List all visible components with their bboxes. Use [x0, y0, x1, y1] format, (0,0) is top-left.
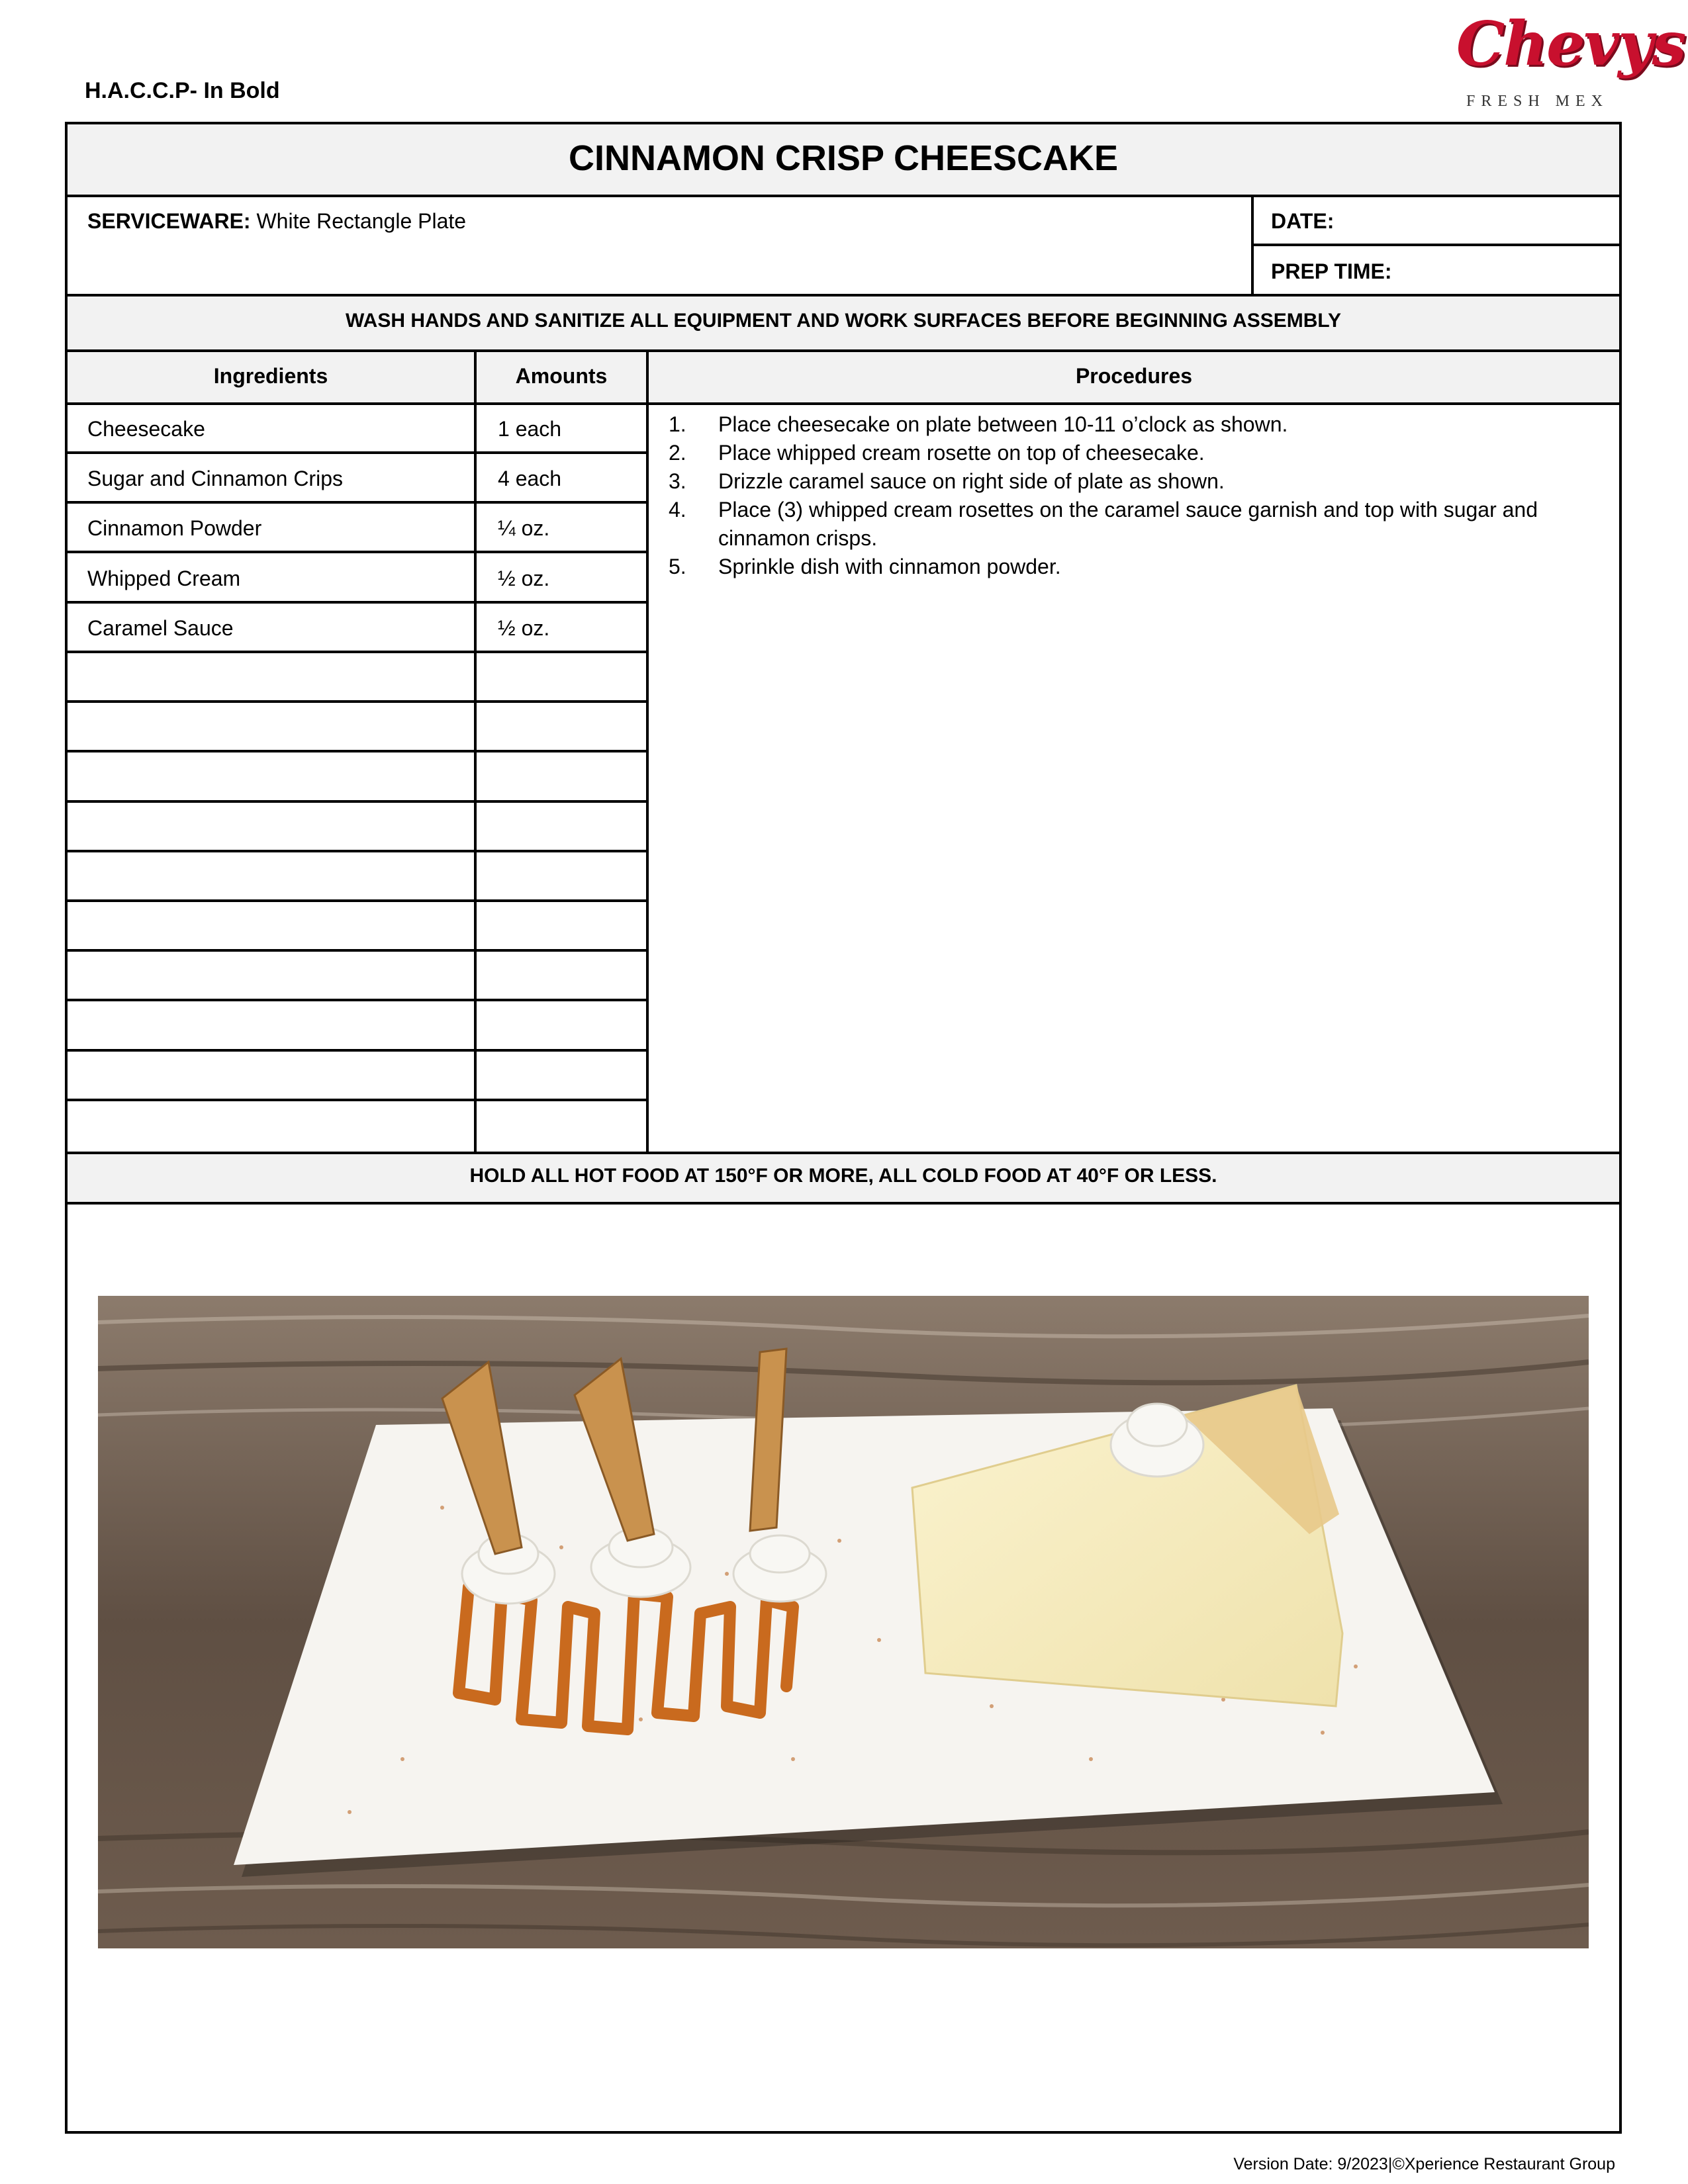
ingredient-amount: ¼ oz. — [498, 516, 550, 540]
rule-hold-top — [65, 1152, 1622, 1154]
rule-hold-bottom — [65, 1202, 1622, 1205]
ingredient-name: Whipped Cream — [87, 567, 241, 590]
procedure-list — [662, 410, 1602, 581]
ingredient-amount: 1 each — [498, 417, 562, 441]
ingredient-amount: ½ oz. — [498, 616, 550, 640]
haccp-note: H.A.C.C.P- In Bold — [85, 78, 280, 103]
ingredient-name: Sugar and Cinnamon Crips — [87, 467, 343, 490]
wash-hands-banner: WASH HANDS AND SANITIZE ALL EQUIPMENT AND WORK SURFACES BEFORE BEGINNING ASSEMBLY — [346, 310, 1341, 332]
step-text: Drizzle caramel sauce on right side of plate as shown. — [718, 469, 1225, 493]
ingredient-amount: 4 each — [498, 467, 562, 490]
step-number: 1. — [669, 412, 686, 436]
serviceware-field — [87, 209, 466, 234]
step-text: Sprinkle dish with cinnamon powder. — [718, 555, 1061, 578]
rule-date-divider — [1251, 195, 1254, 295]
ingredient-name: Cheesecake — [87, 417, 205, 441]
step-number: 4. — [669, 498, 686, 522]
rule-wash — [65, 349, 1622, 352]
procedure-step — [662, 467, 1602, 496]
plated-dish-photo — [98, 1296, 1589, 1948]
logo-tagline: FRESH MEX — [1466, 93, 1609, 110]
ingredient-name: Cinnamon Powder — [87, 516, 262, 540]
recipe-title: CINNAMON CRISP CHEESCAKE — [568, 138, 1119, 178]
procedure-step — [662, 496, 1602, 553]
procedure-step — [662, 410, 1602, 439]
step-text: Place cheesecake on plate between 10-11 o’clock as shown. — [718, 412, 1288, 436]
step-number: 3. — [669, 469, 686, 493]
procedure-step — [662, 553, 1602, 581]
ingredient-name: Caramel Sauce — [87, 616, 234, 640]
step-number: 2. — [669, 441, 686, 465]
ingredients-header: Ingredients — [213, 364, 328, 388]
amounts-header: Amounts — [515, 364, 608, 388]
rule-columns — [65, 402, 1622, 405]
step-number: 5. — [669, 555, 686, 578]
procedures-header: Procedures — [1075, 364, 1193, 388]
rule-serviceware — [65, 294, 1622, 296]
rule-ingredients-amounts — [474, 349, 477, 1153]
rule-amounts-procedures — [646, 349, 649, 1153]
logo-brand: Chevys — [1456, 8, 1685, 79]
ingredient-amount: ½ oz. — [498, 567, 550, 590]
hold-temperature-banner: HOLD ALL HOT FOOD AT 150°F OR MORE, ALL COLD FOOD AT 40°F OR LESS. — [469, 1165, 1217, 1187]
rule-title — [65, 195, 1622, 197]
step-text: Place (3) whipped cream rosettes on the caramel sauce garnish and top with sugar and cinnamon crisps. — [718, 498, 1538, 550]
serviceware-value: White Rectangle Plate — [256, 209, 467, 233]
date-label: DATE: — [1271, 209, 1335, 233]
step-text: Place whipped cream rosette on top of cheesecake. — [718, 441, 1205, 465]
serviceware-label: SERVICEWARE: — [87, 209, 251, 233]
prep-time-label: PREP TIME: — [1271, 259, 1392, 283]
rule-date — [1251, 244, 1622, 246]
chevys-logo — [1456, 5, 1685, 111]
procedure-step — [662, 439, 1602, 467]
version-footer: Version Date: 9/2023|©Xperience Restaurant Group — [1233, 2155, 1615, 2173]
